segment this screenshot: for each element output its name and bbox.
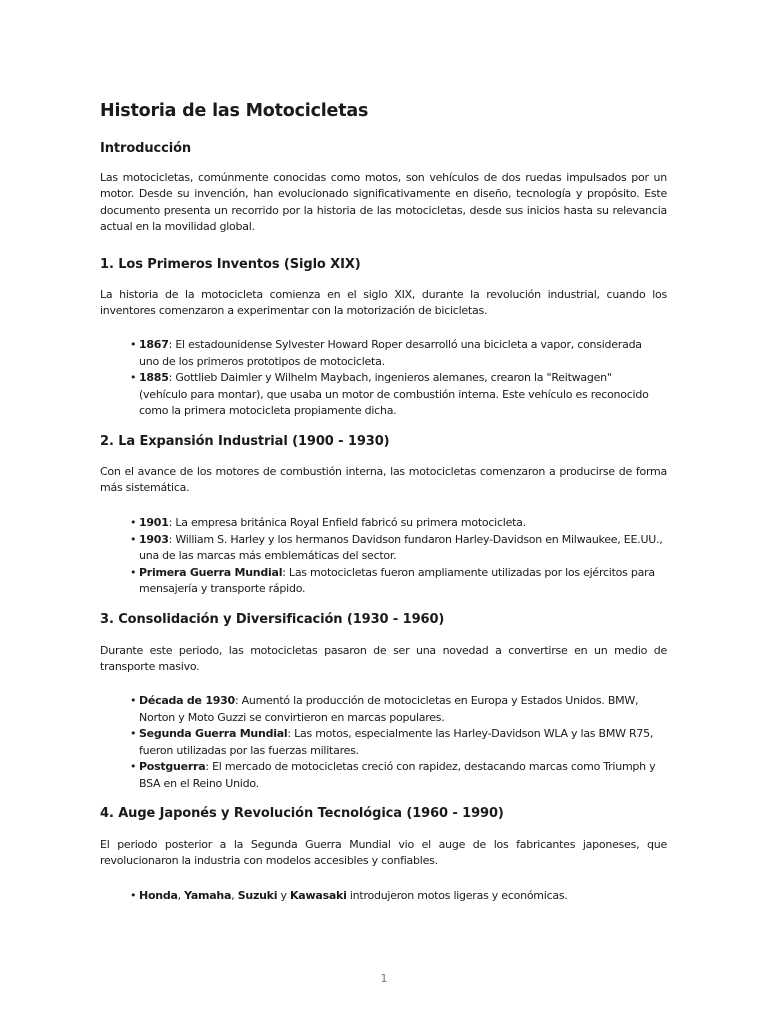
list-item-key: Segunda Guerra Mundial <box>139 727 288 740</box>
section-4-list <box>130 888 670 905</box>
brand-suzuki: Suzuki <box>237 889 278 902</box>
list-item <box>130 888 670 905</box>
brand-kawasaki: Kawasaki <box>290 889 347 902</box>
document-title: Historia de las Motocicletas <box>100 101 369 121</box>
list-item-text: : William S. Harley y los hermanos Davidson fundaron Harley-Davidson en Milwaukee, EE.UU., una de las marcas más emblemáticas del sector. <box>139 532 663 562</box>
list-item <box>130 726 670 759</box>
separator: , <box>231 889 238 902</box>
bullet-icon: • <box>130 727 137 740</box>
list-item-key: Década de 1930 <box>139 694 235 707</box>
list-item-key: 1901 <box>139 516 169 529</box>
brand-honda: Honda <box>139 889 178 902</box>
section-1-heading: 1. Los Primeros Inventos (Siglo XIX) <box>100 257 361 272</box>
list-item-text: : El mercado de motocicletas creció con rapidez, destacando marcas como Triumph y BSA en el Reino Unido. <box>139 760 656 790</box>
bullet-icon: • <box>130 889 137 902</box>
list-item <box>130 565 670 598</box>
list-item-text: : Las motos, especialmente las Harley-Davidson WLA y las BMW R75, fueron utilizadas por las fuerzas militares. <box>139 727 654 757</box>
list-item <box>130 370 660 420</box>
list-item-key: Postguerra <box>139 760 206 773</box>
bullet-icon: • <box>130 760 137 773</box>
list-item <box>130 337 660 370</box>
section-2-paragraph: Con el avance de los motores de combustión interna, las motocicletas comenzaron a producirse de forma más sistemática. <box>100 465 667 495</box>
section-1-paragraph: La historia de la motocicleta comienza en el siglo XIX, durante la revolución industrial, cuando los inventores comenzaron a experimentar con la motorización de bicicletas. <box>100 288 667 318</box>
section-3-heading: 3. Consolidación y Diversificación (1930 - 1960) <box>100 612 445 627</box>
bullet-icon: • <box>130 516 137 529</box>
list-item-text: : Gottlieb Daimler y Wilhelm Maybach, ingenieros alemanes, crearon la "Reitwagen" (vehículo para montar), que usaba un motor de combustión interna. Este vehículo es reconocido como la primera motocicleta propiamente dicha. <box>139 371 649 417</box>
section-4-heading: 4. Auge Japonés y Revolución Tecnológica (1960 - 1990) <box>100 806 504 821</box>
section-2-list <box>130 515 670 598</box>
section-4-paragraph: El periodo posterior a la Segunda Guerra Mundial vio el auge de los fabricantes japoneses, que revolucionaron la industria con modelos accesibles y confiables. <box>100 838 667 868</box>
list-item-text: : Las motocicletas fueron ampliamente utilizadas por los ejércitos para mensajería y transporte rápido. <box>139 565 655 595</box>
bullet-icon: • <box>130 371 137 384</box>
list-item-key: 1885 <box>139 371 169 384</box>
list-item-key: Primera Guerra Mundial <box>139 565 283 579</box>
page-number: 1 <box>380 972 388 985</box>
list-item-text: introdujeron motos ligeras y económicas. <box>346 889 568 902</box>
list-item-text: : El estadounidense Sylvester Howard Roper desarrolló una bicicleta a vapor, considerada uno de los primeros prototipos de motocicleta. <box>139 338 642 368</box>
section-1-list <box>130 337 660 420</box>
section-3-paragraph: Durante este periodo, las motocicletas pasaron de ser una novedad a convertirse en un medio de transporte masivo. <box>100 644 667 674</box>
list-item <box>130 532 670 565</box>
list-item <box>130 693 670 726</box>
list-item-text: : Aumentó la producción de motocicletas en Europa y Estados Unidos. BMW, Norton y Moto Guzzi se convirtieron en marcas populares. <box>139 694 639 724</box>
brand-yamaha: Yamaha <box>184 889 232 902</box>
list-item-key: 1867 <box>139 338 169 351</box>
bullet-icon: • <box>130 565 137 579</box>
intro-heading: Introducción <box>100 141 192 156</box>
separator: y <box>277 889 291 902</box>
separator: , <box>177 889 185 902</box>
intro-paragraph: Las motocicletas, comúnmente conocidas como motos, son vehículos de dos ruedas impulsados por un motor. Desde su invención, han evolucionado significativamente en diseño, tecnología y propósito. Este documento presenta un recorrido por la historia de las motocicletas, desde sus inicios hasta su relevancia actual en la movilidad global. <box>100 171 667 233</box>
bullet-icon: • <box>130 338 137 351</box>
section-3-list <box>130 693 670 792</box>
list-item-text: : La empresa británica Royal Enfield fabricó su primera motocicleta. <box>168 516 526 529</box>
section-2-heading: 2. La Expansión Industrial (1900 - 1930) <box>100 434 390 449</box>
bullet-icon: • <box>130 532 137 546</box>
list-item <box>130 515 670 532</box>
list-item <box>130 759 670 792</box>
bullet-icon: • <box>130 694 137 707</box>
list-item-key: 1903 <box>139 532 169 546</box>
